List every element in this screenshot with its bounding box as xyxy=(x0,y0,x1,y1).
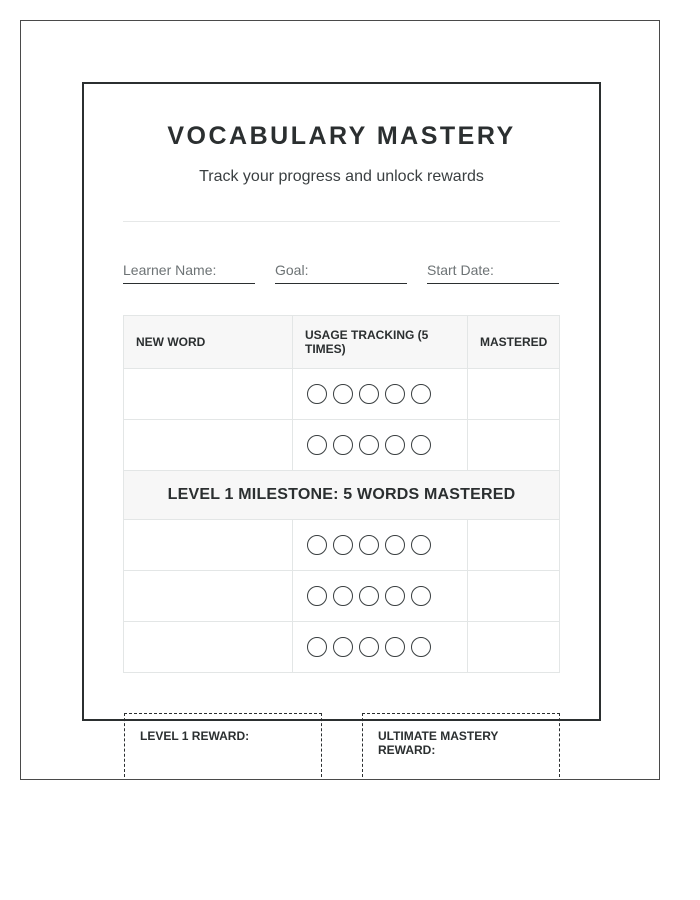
header-divider xyxy=(123,221,560,222)
page-title: VOCABULARY MASTERY xyxy=(167,122,516,150)
usage-tracking-cell xyxy=(293,622,468,673)
usage-circle[interactable] xyxy=(359,637,379,657)
usage-tracking-cell xyxy=(293,571,468,622)
milestone-label: LEVEL 1 MILESTONE: 5 WORDS MASTERED xyxy=(124,471,560,520)
usage-circle[interactable] xyxy=(411,535,431,555)
usage-circle[interactable] xyxy=(359,435,379,455)
column-header-new-word: NEW WORD xyxy=(124,316,293,369)
goal-label: Goal: xyxy=(275,262,309,278)
usage-tracking-cell xyxy=(293,520,468,571)
usage-circle[interactable] xyxy=(359,535,379,555)
mastered-cell[interactable] xyxy=(468,571,560,622)
page-frame xyxy=(20,20,660,780)
learner-name-label: Learner Name: xyxy=(123,262,217,278)
usage-circle[interactable] xyxy=(307,586,327,606)
usage-tracking-cell xyxy=(293,420,468,471)
usage-circle[interactable] xyxy=(333,435,353,455)
usage-circle[interactable] xyxy=(359,586,379,606)
milestone-row xyxy=(124,471,560,520)
usage-circle[interactable] xyxy=(385,535,405,555)
usage-circle[interactable] xyxy=(359,384,379,404)
table-row xyxy=(124,420,560,471)
usage-tracking-cell xyxy=(293,369,468,420)
usage-circle[interactable] xyxy=(411,637,431,657)
mastered-cell[interactable] xyxy=(468,369,560,420)
level1-reward-box[interactable] xyxy=(124,713,322,780)
mastered-cell[interactable] xyxy=(468,622,560,673)
tracker-card xyxy=(82,82,601,721)
word-cell[interactable] xyxy=(124,571,293,622)
goal-field[interactable] xyxy=(275,262,407,284)
usage-circle[interactable] xyxy=(385,637,405,657)
ultimate-reward-box[interactable] xyxy=(362,713,560,780)
mastered-cell[interactable] xyxy=(468,520,560,571)
usage-circle[interactable] xyxy=(385,435,405,455)
usage-circle[interactable] xyxy=(333,384,353,404)
page-subtitle: Track your progress and unlock rewards xyxy=(199,168,484,185)
table-row xyxy=(124,571,560,622)
table-row xyxy=(124,622,560,673)
usage-circle[interactable] xyxy=(411,384,431,404)
usage-circle[interactable] xyxy=(385,384,405,404)
word-cell[interactable] xyxy=(124,520,293,571)
table-row xyxy=(124,520,560,571)
start-date-field[interactable] xyxy=(427,262,559,284)
usage-circle[interactable] xyxy=(333,586,353,606)
start-date-label: Start Date: xyxy=(427,262,494,278)
usage-circle[interactable] xyxy=(307,637,327,657)
word-cell[interactable] xyxy=(124,420,293,471)
column-header-mastered: MASTERED xyxy=(468,316,560,369)
usage-circle[interactable] xyxy=(307,435,327,455)
word-cell[interactable] xyxy=(124,369,293,420)
table-header-row xyxy=(124,316,560,369)
vocab-table xyxy=(123,315,560,673)
usage-circle[interactable] xyxy=(411,435,431,455)
usage-circle[interactable] xyxy=(411,586,431,606)
usage-circle[interactable] xyxy=(307,384,327,404)
level1-reward-label: LEVEL 1 REWARD: xyxy=(140,729,250,743)
learner-name-field[interactable] xyxy=(123,262,255,284)
word-cell[interactable] xyxy=(124,622,293,673)
table-row xyxy=(124,369,560,420)
mastered-cell[interactable] xyxy=(468,420,560,471)
column-header-usage-tracking: USAGE TRACKING (5 TIMES) xyxy=(293,316,468,369)
ultimate-reward-label: ULTIMATE MASTERY REWARD: xyxy=(378,729,499,757)
usage-circle[interactable] xyxy=(333,637,353,657)
usage-circle[interactable] xyxy=(307,535,327,555)
usage-circle[interactable] xyxy=(333,535,353,555)
usage-circle[interactable] xyxy=(385,586,405,606)
